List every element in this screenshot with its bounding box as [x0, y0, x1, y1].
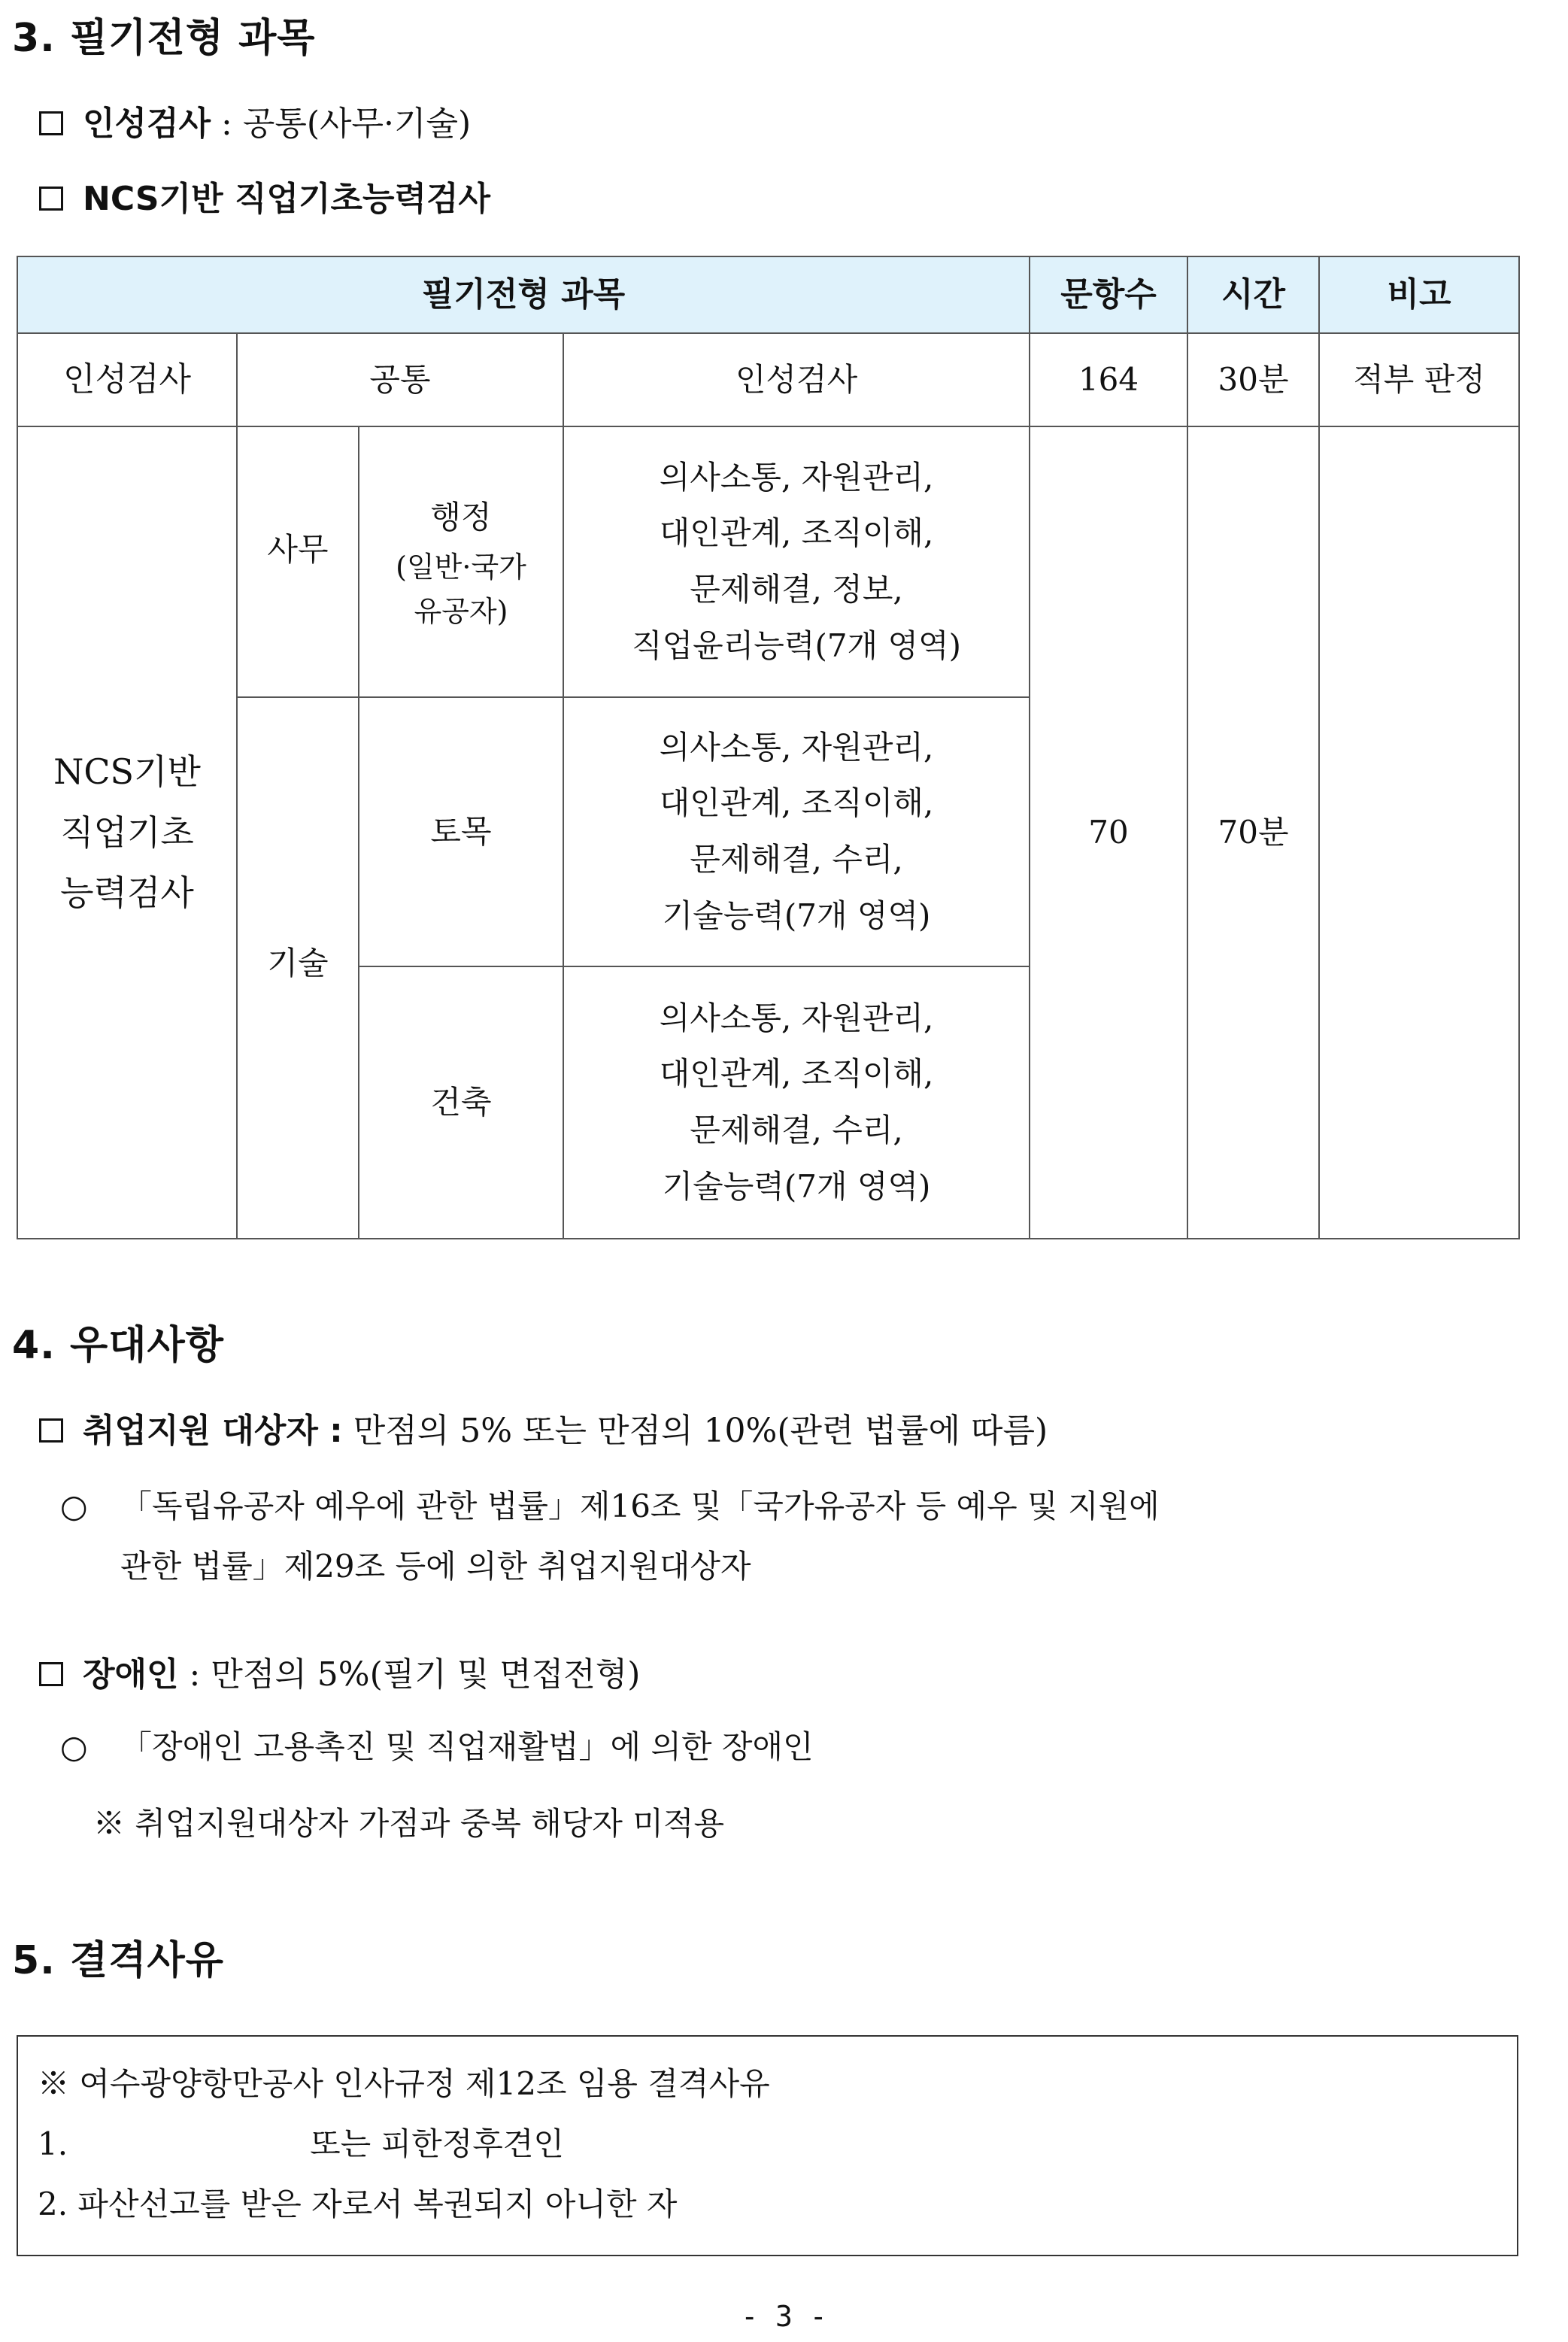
checkbox-square-icon: [39, 187, 63, 211]
header-time: 시간: [1187, 256, 1319, 333]
cell-ncs-time: 70분: [1187, 426, 1319, 1239]
support-bullet-1: ○ 「독립유공자 예우에 관한 법률」제16조 및「국가유공자 등 예우 및 지원에: [60, 1488, 1160, 1524]
cell-civil-subjects: 의사소통, 자원관리, 대인관계, 조직이해, 문제해결, 수리, 기술능력(7개 영역): [563, 697, 1030, 966]
exam-subjects-table: [17, 256, 1520, 1239]
header-subjects: 필기전형 과목: [17, 256, 1030, 333]
exclusion-note: ※ 취업지원대상자 가점과 중복 해당자 미적용: [93, 1805, 725, 1842]
checkbox-square-icon: [39, 1418, 63, 1443]
disabled-bullet: ○ 「장애인 고용촉진 및 직업재활법」에 의한 장애인: [60, 1728, 814, 1765]
cell-arch: 건축: [359, 966, 563, 1239]
section-5-heading: 5. 결격사유: [12, 1938, 224, 1983]
checkbox-square-icon: [39, 111, 63, 135]
item-rest-text: : 공통(사무·기술): [211, 105, 472, 143]
cell-personality-count: 164: [1030, 333, 1187, 426]
cell-personality-note: 적부 판정: [1319, 333, 1519, 426]
checkbox-square-icon: [39, 1662, 63, 1686]
cell-personality-name: 인성검사: [17, 333, 237, 426]
cell-ncs-note: [1319, 426, 1519, 1239]
table-header-row: [17, 256, 1519, 333]
section-4-heading: 4. 우대사항: [12, 1323, 224, 1368]
cell-ncs-label: [17, 426, 237, 1239]
disqualification-box: [17, 2035, 1518, 2256]
disabled-item: [39, 1647, 640, 1695]
circle-bullet-icon: ○: [60, 1728, 88, 1765]
page-number: - 3 -: [741, 2300, 827, 2333]
admin-subtitle: (일반·국가 유공자): [396, 551, 526, 629]
cell-civil: 토목: [359, 697, 563, 966]
item-rest-text: : 만점의 5%(필기 및 면접전형): [178, 1655, 641, 1694]
table-row-admin: [17, 426, 1519, 697]
cell-office: 사무: [237, 426, 359, 697]
cell-admin: [359, 426, 563, 697]
header-note: 비고: [1319, 256, 1519, 333]
item-bold-label: 인성검사: [83, 105, 211, 143]
cell-ncs-count: 70: [1030, 426, 1187, 1239]
cell-personality-time: 30분: [1187, 333, 1319, 426]
cell-admin-subjects: 의사소통, 자원관리, 대인관계, 조직이해, 문제해결, 정보, 직업윤리능력(7개 영역): [563, 426, 1030, 697]
disqualification-line-1: ※ 여수광양항만공사 인사규정 제12조 임용 결격사유: [38, 2065, 770, 2102]
admin-title: 행정: [430, 498, 492, 535]
section-3-item-personality: [39, 96, 471, 144]
cell-common: 공통: [237, 333, 563, 426]
disqualification-line-3: 2. 파산선고를 받은 자로서 복권되지 아니한 자: [38, 2186, 678, 2222]
ncs-label-line: NCS기반: [53, 751, 201, 793]
header-count: 문항수: [1030, 256, 1187, 333]
cell-personality-subject: 인성검사: [563, 333, 1030, 426]
support-bullet-1-cont: 관한 법률」제29조 등에 의한 취업지원대상자: [120, 1548, 751, 1585]
cell-arch-subjects: 의사소통, 자원관리, 대인관계, 조직이해, 문제해결, 수리, 기술능력(7개 영역): [563, 966, 1030, 1239]
item-bold-label: 장애인: [83, 1655, 179, 1694]
support-target-item: [39, 1403, 1048, 1452]
disqualification-line-2: 1. 또는 피한정후견인: [38, 2125, 565, 2162]
ncs-label-line: 직업기초: [60, 812, 194, 853]
item-bold-label: NCS기반 직업기초능력검사: [83, 180, 490, 218]
ncs-label-line: 능력검사: [60, 872, 194, 914]
circle-bullet-icon: ○: [60, 1488, 88, 1524]
cell-tech: 기술: [237, 697, 359, 1239]
item-rest-text: 만점의 5% 또는 만점의 10%(관련 법률에 따름): [342, 1412, 1048, 1450]
item-bold-label: 취업지원 대상자 :: [83, 1412, 343, 1450]
section-3-heading: 3. 필기전형 과목: [12, 16, 316, 61]
section-3-item-ncs: [39, 171, 490, 220]
table-row-personality: [17, 333, 1519, 426]
